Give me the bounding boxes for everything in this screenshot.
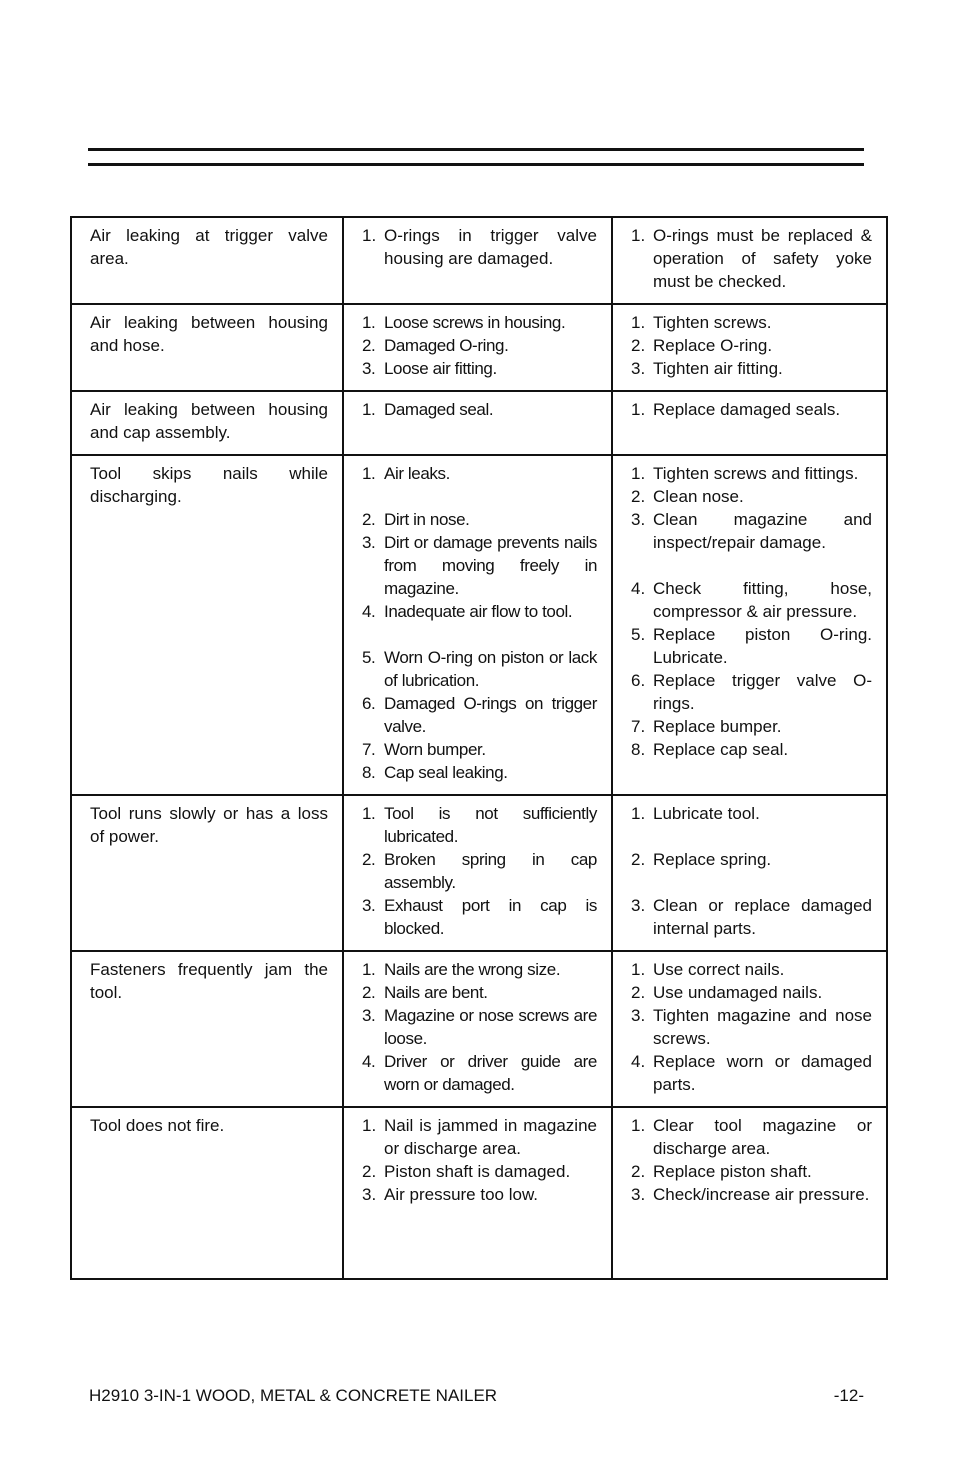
list-item: 2. Replace spring.: [631, 850, 772, 869]
table-row: [71, 1107, 887, 1279]
list-item: 2. Damaged O-ring.: [362, 336, 509, 355]
problem-cell: [71, 391, 343, 455]
list-item: 3. Tighten air fitting.: [631, 359, 783, 378]
solution-cell: [612, 951, 887, 1107]
list-item: 4. Driver or driver guide are worn or damaged.: [362, 1052, 597, 1094]
troubleshooting-table: [70, 216, 888, 1280]
list-item: 6. Replace trigger valve O-rings.: [631, 671, 872, 713]
table-row: [71, 304, 887, 391]
solution-cell: [612, 391, 887, 455]
list-item: 1. O-rings must be replaced & operation of safety yoke must be checked.: [631, 226, 872, 291]
list-item: 1. Nail is jammed in magazine or discharge area.: [362, 1116, 597, 1158]
table-row: [71, 455, 887, 795]
list-item: 2. Replace O-ring.: [631, 336, 773, 355]
list-item: 1. Tighten screws.: [631, 313, 772, 332]
cause-cell: [343, 1107, 612, 1279]
list-item: 3. Check/increase air pressure.: [631, 1185, 870, 1204]
list-item: 1. Clear tool magazine or discharge area.: [631, 1116, 872, 1158]
list-item: 3. Air pressure too low.: [362, 1185, 539, 1204]
list-item: 8. Replace cap seal.: [631, 740, 789, 759]
problem-cell: [71, 1107, 343, 1279]
list-item: 3. Tighten magazine and nose screws.: [631, 1006, 872, 1048]
solution-cell: [612, 1107, 887, 1279]
header-rule-top: [88, 148, 864, 151]
list-item: 7. Replace bumper.: [631, 717, 782, 736]
cause-cell: [343, 795, 612, 951]
problem-text: Air leaking between housing and hose.: [90, 313, 328, 355]
problem-text: Air leaking at trigger valve area.: [90, 226, 328, 268]
solution-cell: [612, 795, 887, 951]
problem-text: Air leaking between housing and cap assembly.: [90, 400, 328, 442]
list-item: 2. Broken spring in cap assembly.: [362, 850, 597, 892]
problem-cell: [71, 795, 343, 951]
problem-text: Fasteners frequently jam the tool.: [90, 960, 328, 1002]
cause-cell: [343, 391, 612, 455]
list-item: 4. Check fitting, hose, compressor & air pressure.: [631, 579, 872, 621]
problem-cell: [71, 217, 343, 304]
table-row: [71, 951, 887, 1107]
list-item: 7. Worn bumper.: [362, 740, 486, 759]
list-item: 1. Air leaks.: [362, 464, 450, 483]
table-row: [71, 391, 887, 455]
list-item: 2. Replace piston shaft.: [631, 1162, 812, 1181]
list-item: 1. Nails are the wrong size.: [362, 960, 561, 979]
table-row: [71, 795, 887, 951]
list-item: 3. Exhaust port in cap is blocked.: [362, 896, 597, 938]
list-item: 3. Dirt or damage prevents nails from moving freely in magazine.: [362, 533, 597, 598]
problem-cell: [71, 951, 343, 1107]
list-item: 3. Clean or replace damaged internal parts.: [631, 896, 872, 938]
page-number: -12-: [833, 1386, 864, 1405]
cause-cell: [343, 455, 612, 795]
header-rule-bottom: [88, 163, 864, 166]
solution-cell: [612, 455, 887, 795]
list-item: 1. Tighten screws and fittings.: [631, 464, 859, 483]
list-item: 6. Damaged O-rings on trigger valve.: [362, 694, 597, 736]
list-item: 1. Loose screws in housing.: [362, 313, 566, 332]
problem-text: Tool does not fire.: [90, 1116, 225, 1135]
list-item: 1. Damaged seal.: [362, 400, 494, 419]
list-item: 2. Clean nose.: [631, 487, 744, 506]
list-item: 1. O-rings in trigger valve housing are damaged.: [362, 226, 597, 268]
list-item: 2. Dirt in nose.: [362, 510, 470, 529]
list-item: 1. Use correct nails.: [631, 960, 785, 979]
problem-cell: [71, 455, 343, 795]
solution-cell: [612, 304, 887, 391]
list-item: 2. Use undamaged nails.: [631, 983, 823, 1002]
table-row: [71, 217, 887, 304]
list-item: 8. Cap seal leaking.: [362, 763, 508, 782]
problem-cell: [71, 304, 343, 391]
cause-cell: [343, 304, 612, 391]
cause-cell: [343, 217, 612, 304]
cause-cell: [343, 951, 612, 1107]
list-item: 1. Tool is not sufficiently lubricated.: [362, 804, 597, 846]
problem-text: Tool skips nails while discharging.: [90, 464, 328, 506]
list-item: 1. Replace damaged seals.: [631, 400, 841, 419]
footer-title: H2910 3-IN-1 WOOD, METAL & CONCRETE NAILER: [89, 1386, 498, 1405]
problem-text: Tool runs slowly or has a loss of power.: [90, 804, 328, 846]
list-item: 5. Replace piston O-ring. Lubricate.: [631, 625, 872, 667]
solution-cell: [612, 217, 887, 304]
list-item: 3. Magazine or nose screws are loose.: [362, 1006, 597, 1048]
list-item: 3. Clean magazine and inspect/repair damage.: [631, 510, 872, 552]
list-item: 4. Replace worn or damaged parts.: [631, 1052, 872, 1094]
list-item: 2. Piston shaft is damaged.: [362, 1162, 571, 1181]
list-item: 2. Nails are bent.: [362, 983, 488, 1002]
list-item: 4. Inadequate air flow to tool.: [362, 602, 573, 621]
list-item: 3. Loose air fitting.: [362, 359, 497, 378]
list-item: 1. Lubricate tool.: [631, 804, 760, 823]
list-item: 5. Worn O-ring on piston or lack of lubrication.: [362, 648, 597, 690]
